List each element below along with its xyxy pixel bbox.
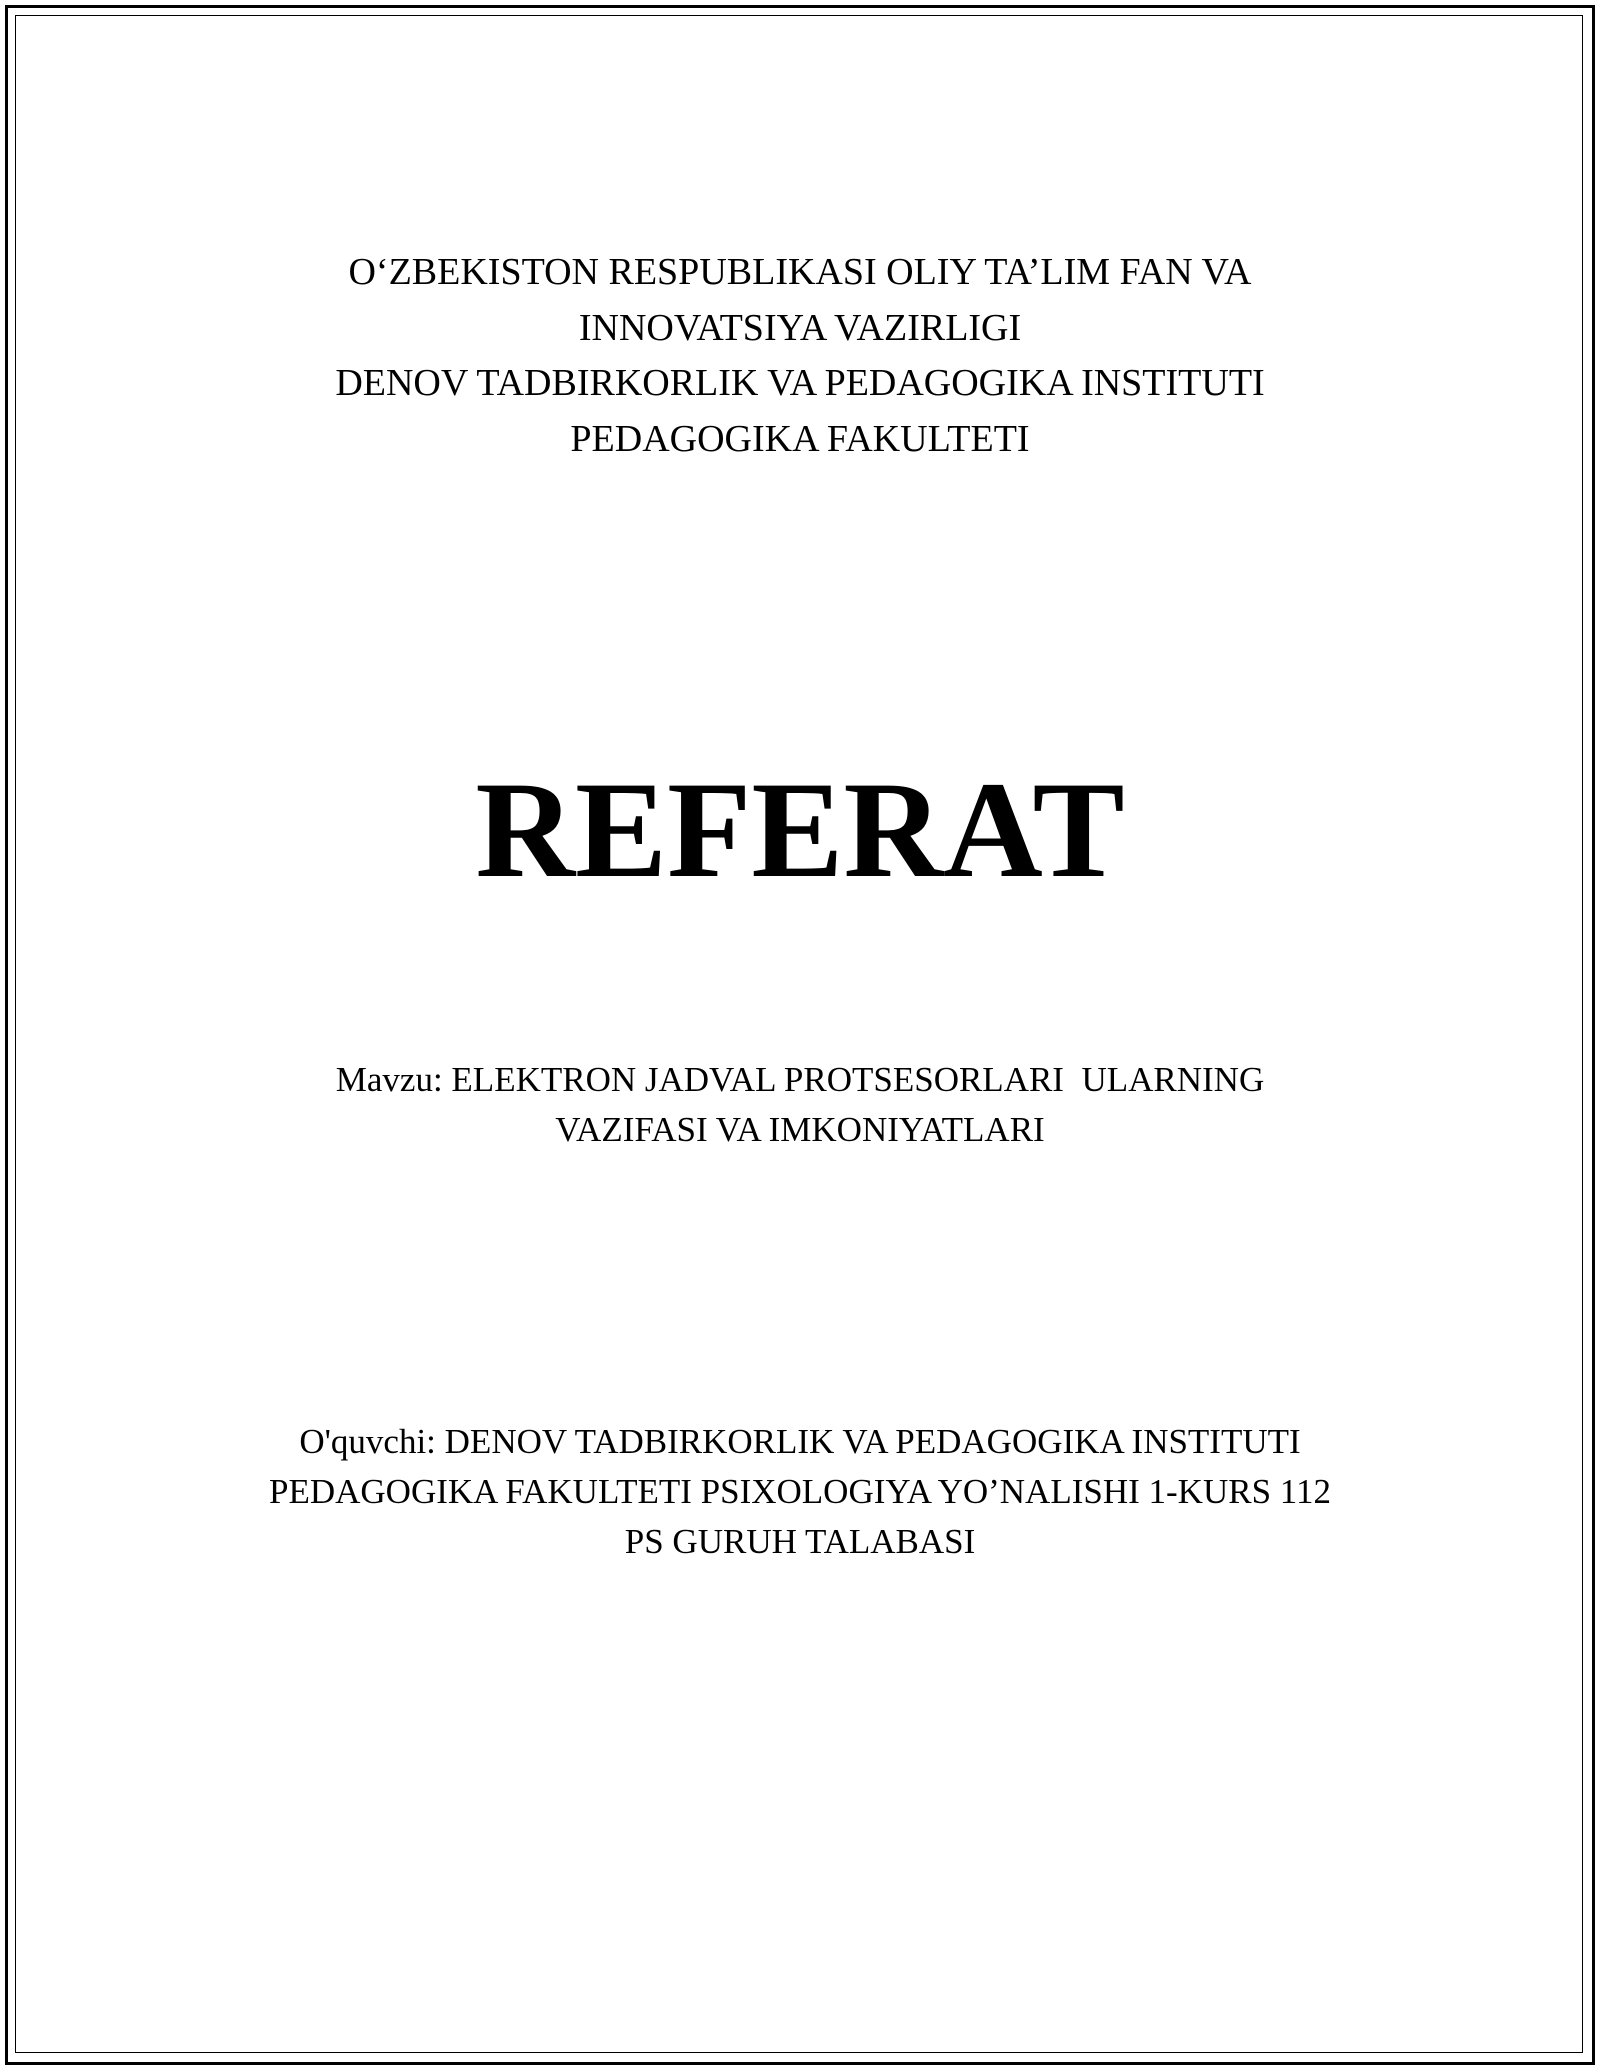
- header-line-3: DENOV TADBIRKORLIK VA PEDAGOGIKA INSTITUTI: [335, 362, 1265, 404]
- student-line-1: O'quvchi: DENOV TADBIRKORLIK VA PEDAGOGIKA INSTITUTI: [299, 1422, 1301, 1461]
- topic-section: [0, 1055, 1600, 1155]
- topic-line-2: VAZIFASI VA IMKONIYATLARI: [555, 1110, 1045, 1149]
- student-line-3: PS GURUH TALABASI: [624, 1522, 976, 1561]
- topic-line-1: Mavzu: ELEKTRON JADVAL PROTSESORLARI ULARNING: [335, 1060, 1265, 1099]
- document-title: REFERAT: [475, 753, 1125, 906]
- header-line-1: O‘ZBEKISTON RESPUBLIKASI OLIY TA’LIM FAN VA: [348, 251, 1252, 293]
- header-line-2: INNOVATSIYA VAZIRLIGI: [578, 306, 1022, 349]
- student-section: [0, 1417, 1600, 1567]
- ministry-header: [0, 245, 1600, 467]
- header-line-4: PEDAGOGIKA FAKULTETI: [570, 417, 1030, 460]
- student-line-2: PEDAGOGIKA FAKULTETI PSIXOLOGIYA YO’NALISHI 1-KURS 112: [269, 1472, 1331, 1511]
